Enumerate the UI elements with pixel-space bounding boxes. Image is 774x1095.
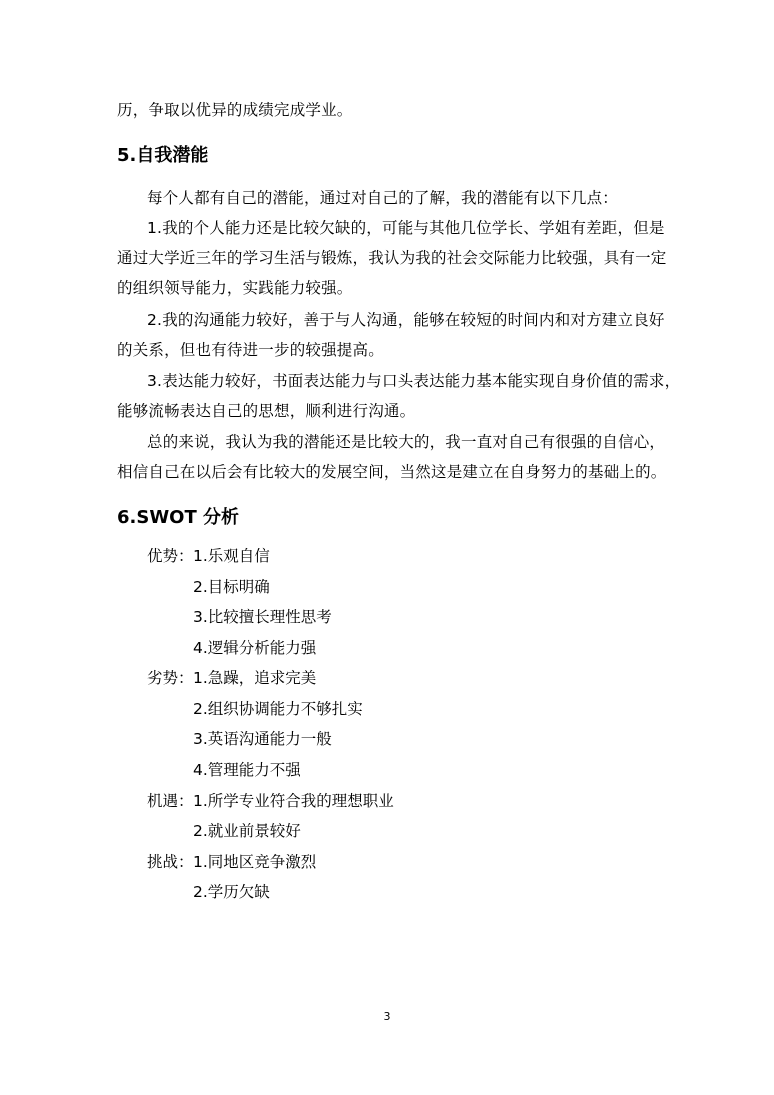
swot-opportunities-label: 机遇：	[147, 792, 194, 810]
swot-strength-item: 4.逻辑分析能力强	[193, 639, 317, 657]
section-5-heading: 5.自我潜能	[117, 145, 209, 166]
swot-strength-item: 3.比较擅长理性思考	[193, 608, 332, 626]
section-5-paragraph-4-line-2: 能够流畅表达自己的思想，顺利进行沟通。	[117, 402, 416, 420]
swot-strengths-label: 优势：	[147, 547, 194, 565]
section-5-paragraph-3-line-1: 2.我的沟通能力较好，善于与人沟通，能够在较短的时间内和对方建立良好	[147, 311, 665, 329]
section-5-paragraph-1-line-1: 每个人都有自己的潜能，通过对自己的了解，我的潜能有以下几点：	[147, 189, 619, 207]
section-5-paragraph-2-line-2: 通过大学近三年的学习生活与锻炼，我认为我的社会交际能力比较强，具有一定	[117, 249, 667, 267]
swot-opportunity-item: 1.所学专业符合我的理想职业	[193, 792, 394, 810]
intro-line: 历，争取以优异的成绩完成学业。	[117, 101, 353, 119]
swot-weakness-item: 2.组织协调能力不够扎实	[193, 700, 363, 718]
swot-strength-item: 1.乐观自信	[193, 547, 270, 565]
page-number: 3	[383, 1010, 391, 1023]
swot-opportunity-item: 2.就业前景较好	[193, 822, 301, 840]
swot-weakness-item: 3.英语沟通能力一般	[193, 730, 332, 748]
section-5-paragraph-5-line-2: 相信自己在以后会有比较大的发展空间，当然这是建立在自身努力的基础上的。	[117, 463, 667, 481]
swot-weaknesses-label: 劣势：	[147, 669, 194, 687]
swot-threat-item: 2.学历欠缺	[193, 883, 270, 901]
swot-strength-item: 2.目标明确	[193, 578, 270, 596]
section-5-paragraph-2-line-3: 的组织领导能力，实践能力较强。	[117, 279, 353, 297]
section-5-paragraph-5-line-1: 总的来说，我认为我的潜能还是比较大的，我一直对自己有很强的自信心，	[147, 433, 666, 451]
swot-weakness-item: 1.急躁，追求完美	[193, 669, 317, 687]
swot-weakness-item: 4.管理能力不强	[193, 761, 301, 779]
section-5-paragraph-2-line-1: 1.我的个人能力还是比较欠缺的，可能与其他几位学长、学姐有差距，但是	[147, 219, 665, 237]
section-6-heading: 6.SWOT 分析	[117, 507, 240, 528]
swot-threat-item: 1.同地区竞争激烈	[193, 853, 317, 871]
swot-threats-label: 挑战：	[147, 853, 194, 871]
section-5-paragraph-3-line-2: 的关系，但也有待进一步的较强提高。	[117, 341, 384, 359]
section-5-paragraph-4-line-1: 3.表达能力较好，书面表达能力与口头表达能力基本能实现自身价值的需求，	[147, 372, 681, 390]
